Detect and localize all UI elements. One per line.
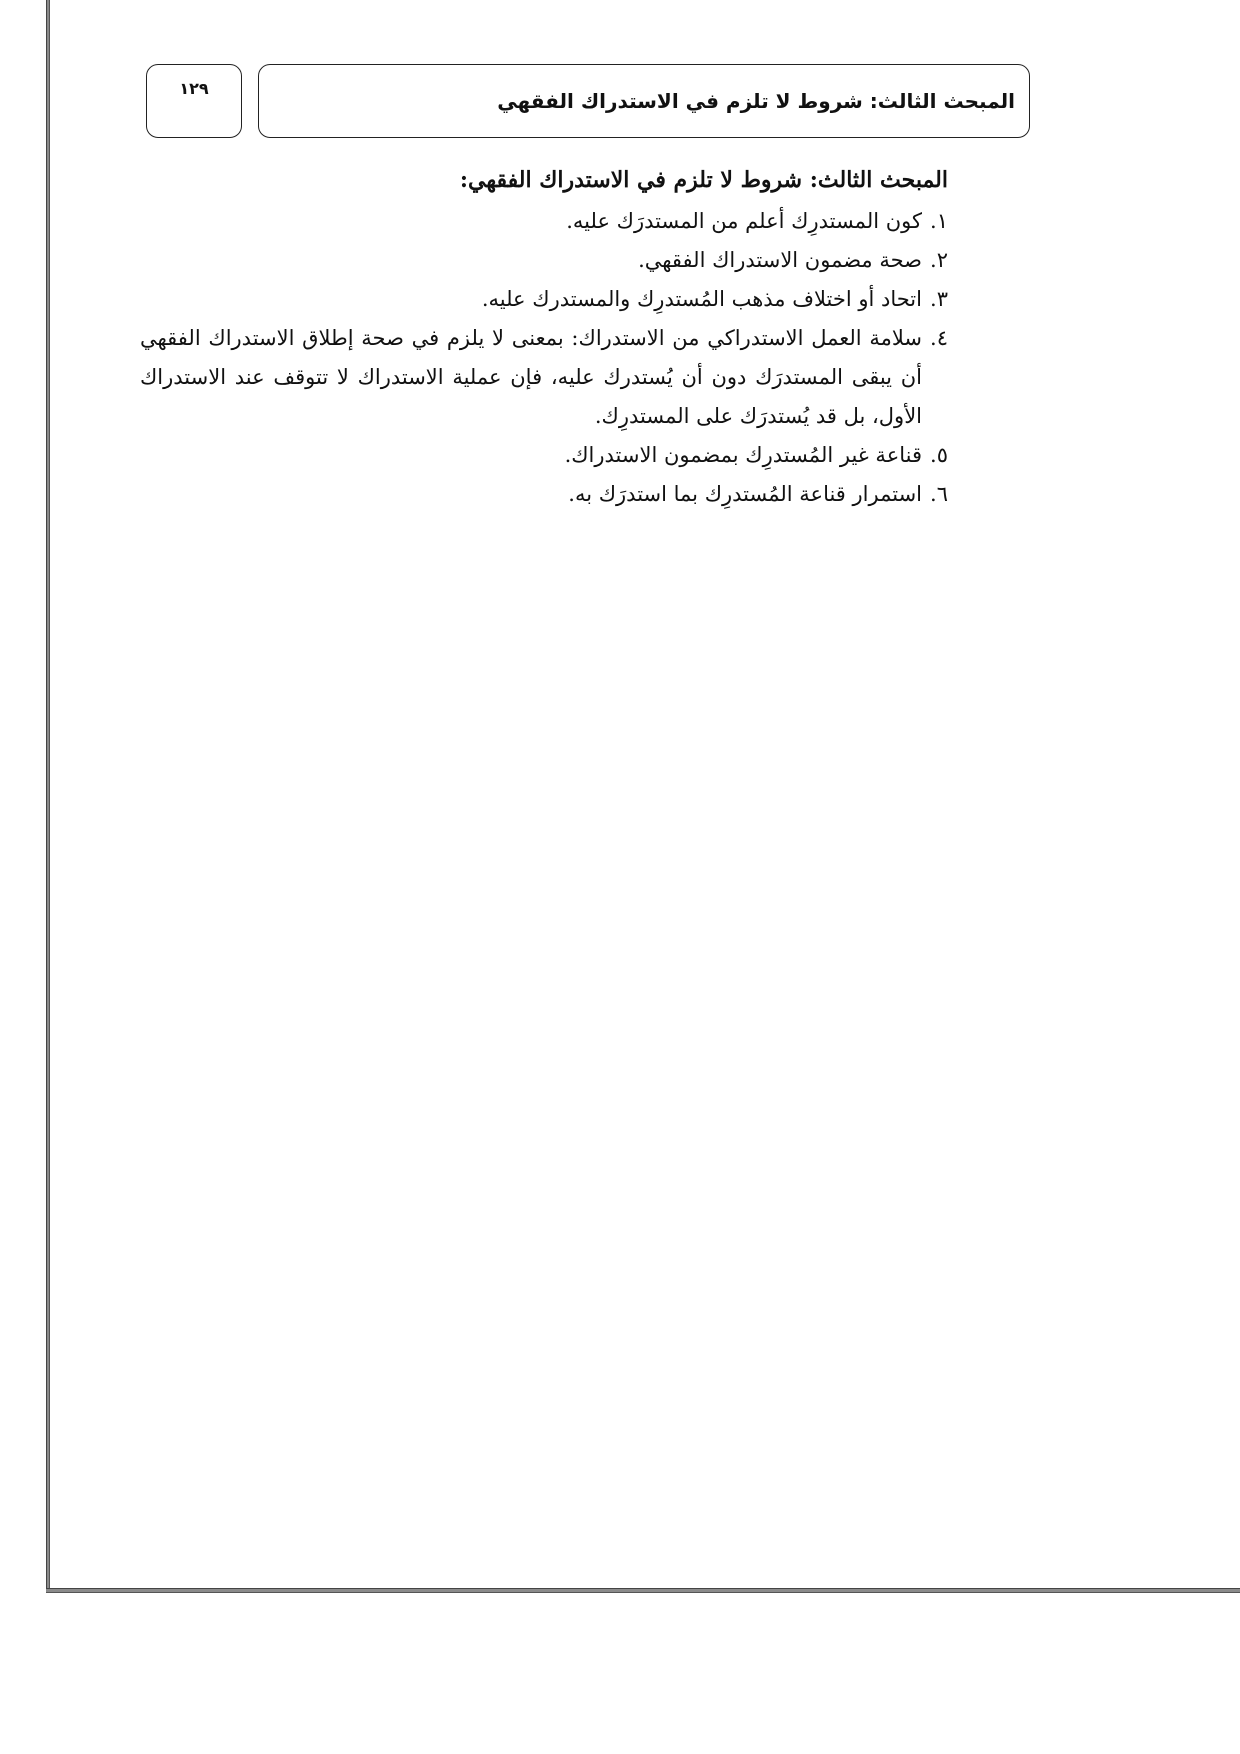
list-item [140,241,948,280]
list-item [140,436,948,475]
list-item [140,475,948,514]
list-item-number: ١. [930,209,948,233]
section-heading: المبحث الثالث: شروط لا تلزم في الاستدراك الفقهي: [459,167,948,193]
list-item-number: ٤. [930,326,948,350]
page-body [140,160,948,514]
list-item [140,280,948,319]
list-item-text: اتحاد أو اختلاف مذهب المُستدرِك والمستدرك عليه. [481,287,922,311]
list-item-text: قناعة غير المُستدرِك بمضمون الاستدراك. [564,443,922,467]
running-header-title: المبحث الثالث: شروط لا تلزم في الاستدراك الفقهي [258,64,1030,138]
page-number: ١٢٩ [146,64,242,138]
list-item-number: ٢. [930,248,948,272]
page-frame-bottom [46,1588,1240,1593]
list-item-text: سلامة العمل الاستدراكي من الاستدراك: بمعنى لا يلزم في صحة إطلاق الاستدراك الفقهي أن يبقى المستدرَك دون أن يُستدرك عليه، فإن عملية الاستدراك لا تتوقف عند الاستدراك الأول، بل قد يُستدرَك على المستدرِك. [140,326,922,428]
list-item-text: صحة مضمون الاستدراك الفقهي. [638,248,922,272]
list-item-text: كون المستدرِك أعلم من المستدرَك عليه. [566,209,922,233]
list-item [140,319,948,436]
list-item-number: ٥. [930,443,948,467]
list-item-number: ٦. [930,482,948,506]
list-item-number: ٣. [930,287,948,311]
list-item [140,202,948,241]
page-frame-left [46,0,50,1592]
list-item-text: استمرار قناعة المُستدرِك بما استدرَك به. [568,482,922,506]
